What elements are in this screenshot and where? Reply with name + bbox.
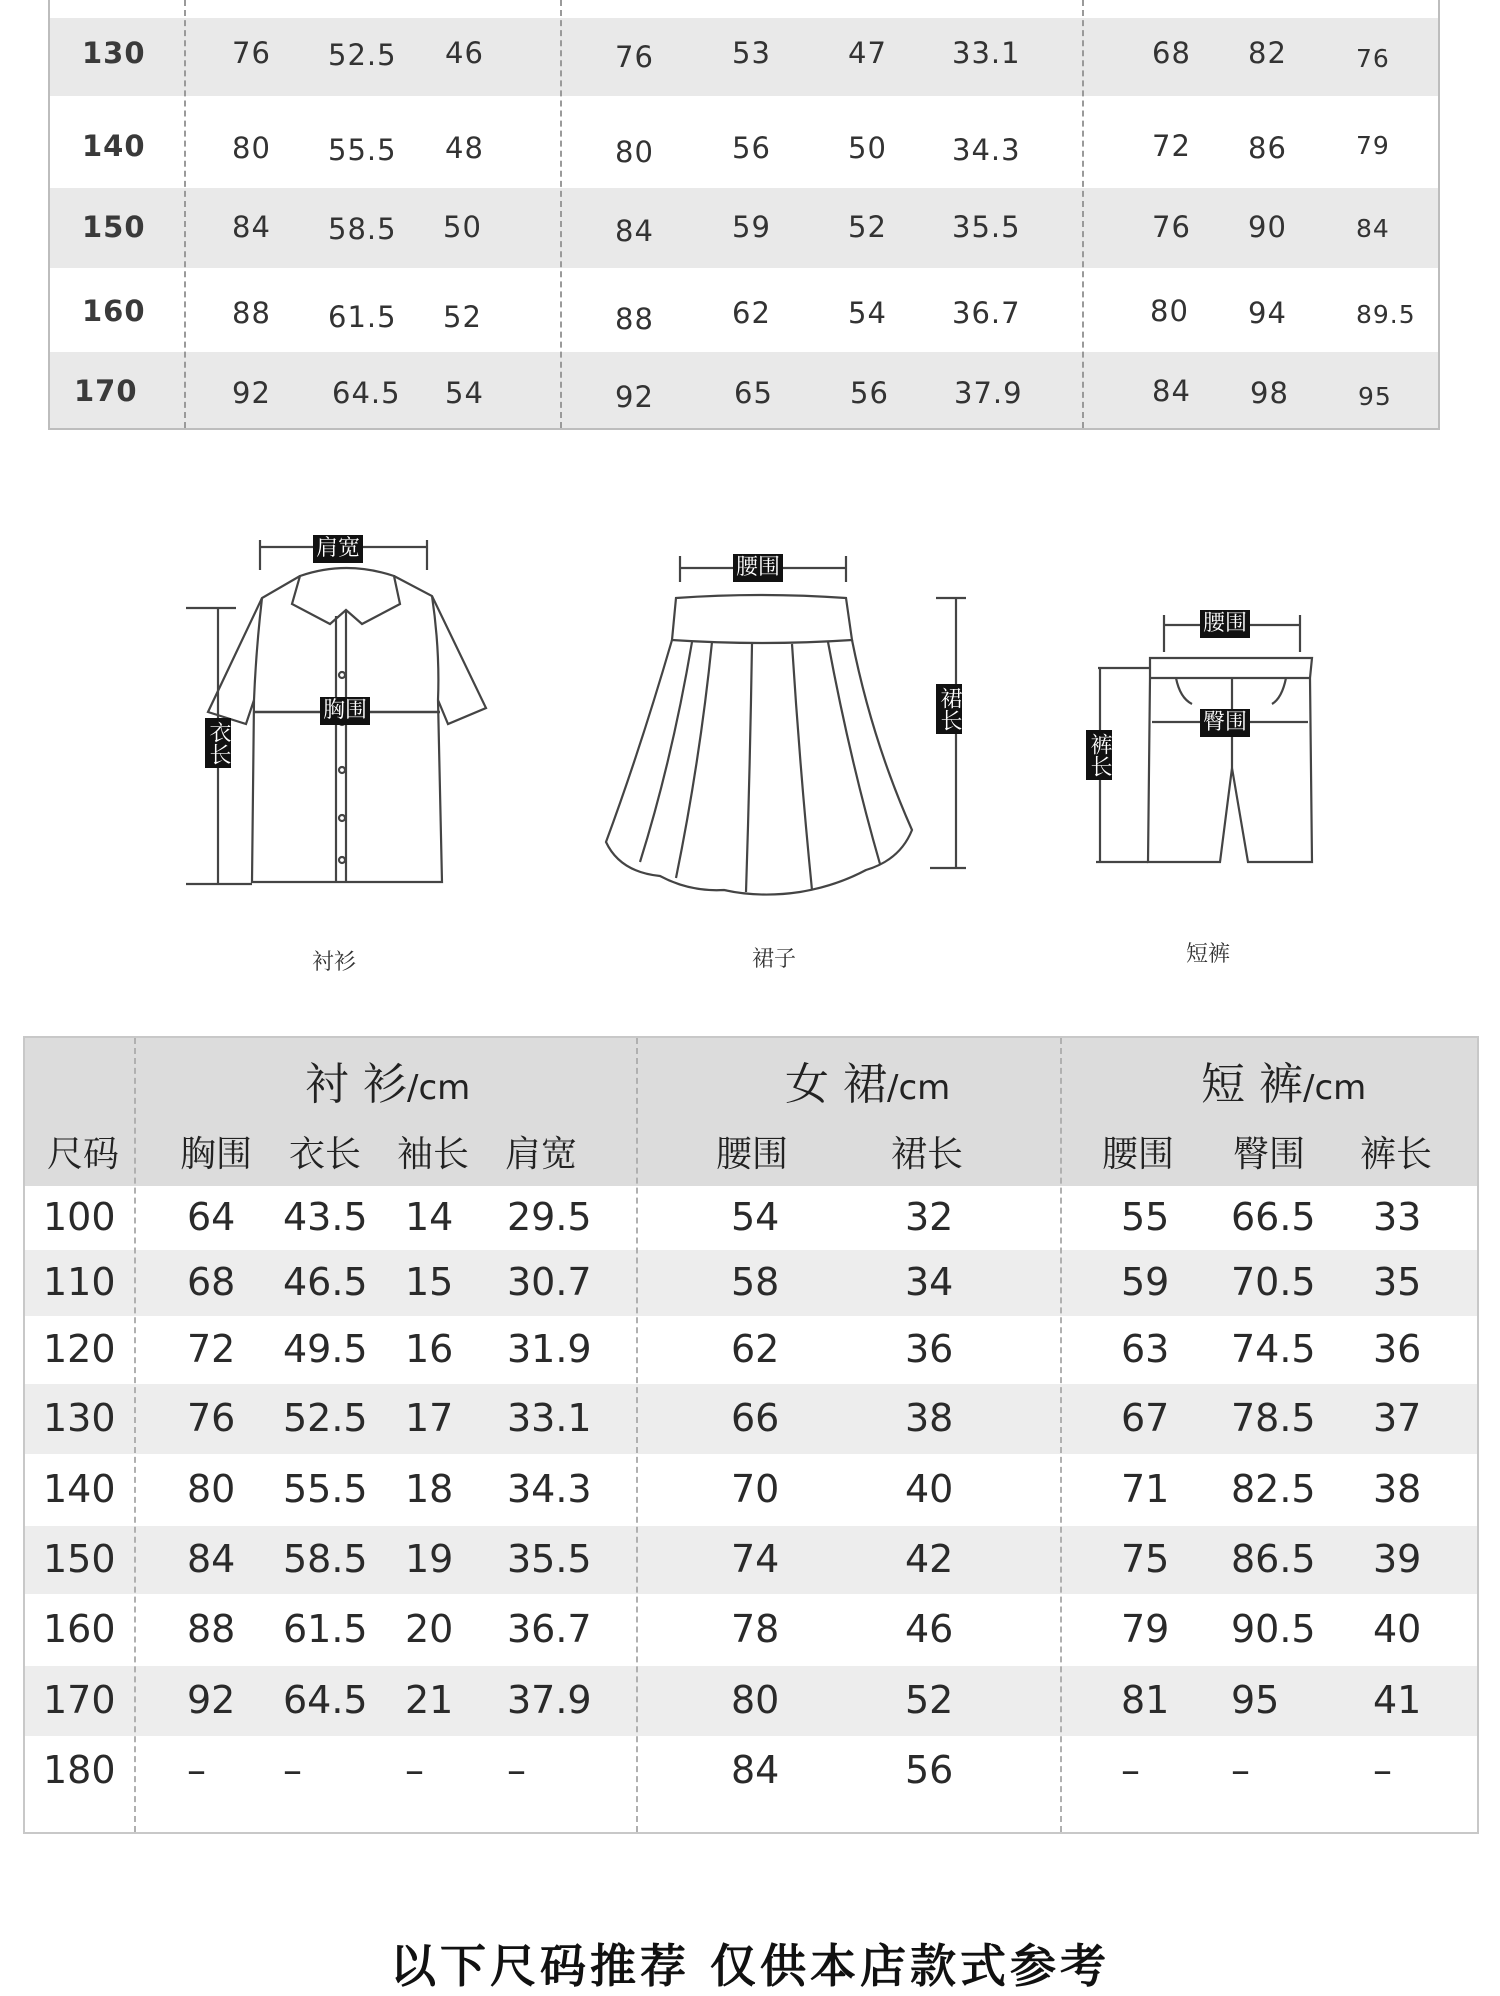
table-cell: 79 xyxy=(1356,131,1390,160)
size-cell: 130 xyxy=(43,1396,116,1440)
table-cell: 84 xyxy=(1152,374,1191,408)
table-cell: 52 xyxy=(443,300,482,334)
table-cell: 34.3 xyxy=(952,133,1021,167)
table-cell: 37.9 xyxy=(954,376,1023,410)
table-cell: 76 xyxy=(187,1396,236,1440)
header-chest: 胸围 xyxy=(180,1134,253,1175)
table-cell: 52 xyxy=(848,210,887,244)
table-group-header xyxy=(25,1038,1477,1112)
table-cell: 56 xyxy=(905,1748,954,1792)
header-sleeve-length: 袖长 xyxy=(397,1134,470,1175)
table-cell: 20 xyxy=(405,1607,454,1651)
table-cell: 66 xyxy=(731,1396,780,1440)
table-cell: 79 xyxy=(1121,1607,1170,1651)
table-cell: 64.5 xyxy=(332,376,401,410)
table-cell: 49.5 xyxy=(283,1327,368,1371)
table-cell: 94 xyxy=(1248,296,1287,330)
header-size: 尺码 xyxy=(47,1134,120,1175)
table-cell: 40 xyxy=(905,1467,954,1511)
table-cell: 54 xyxy=(445,376,484,410)
table-cell: – xyxy=(1231,1748,1250,1792)
table-cell: 92 xyxy=(187,1678,236,1722)
skirt-waist-tag: 腰围 xyxy=(733,554,783,582)
table-cell: 58 xyxy=(731,1260,780,1304)
table-cell: 50 xyxy=(443,210,482,244)
table-cell: 55.5 xyxy=(328,133,397,167)
table-cell: 80 xyxy=(232,131,271,165)
table-cell: 15 xyxy=(405,1260,454,1304)
table-cell: 70.5 xyxy=(1231,1260,1316,1304)
table-cell: 46 xyxy=(445,36,484,70)
table-cell: 88 xyxy=(615,302,654,336)
table-cell: 72 xyxy=(1152,129,1191,163)
table-cell: 17 xyxy=(405,1396,454,1440)
group-name: 女 裙 xyxy=(785,1059,887,1110)
table-cell: 42 xyxy=(905,1537,954,1581)
table-cell: 92 xyxy=(615,380,654,414)
table-row xyxy=(25,1186,1477,1250)
table-cell: 33.1 xyxy=(507,1396,592,1440)
table-cell: – xyxy=(405,1748,424,1792)
size-cell: 130 xyxy=(82,36,146,70)
shoulder-width-tag: 肩宽 xyxy=(313,535,363,563)
table-cell: 58.5 xyxy=(328,212,397,246)
header-shoulder-width: 肩宽 xyxy=(505,1134,578,1175)
skirt-caption: 裙子 xyxy=(752,947,797,972)
table-cell: 78.5 xyxy=(1231,1396,1316,1440)
table-cell: 38 xyxy=(905,1396,954,1440)
table-cell: 80 xyxy=(731,1678,780,1722)
table-cell: 72 xyxy=(187,1327,236,1371)
table-cell: 43.5 xyxy=(283,1195,368,1239)
table-cell: 80 xyxy=(1150,294,1189,328)
group-header-shorts xyxy=(1201,1048,1366,1112)
table-cell: 89.5 xyxy=(1356,300,1416,329)
skirt-drawing xyxy=(606,556,966,895)
header-skirt-length: 裙长 xyxy=(891,1134,964,1175)
table-cell: 71 xyxy=(1121,1467,1170,1511)
shorts-hip-tag: 臀围 xyxy=(1200,709,1250,737)
group-header-shirt xyxy=(305,1048,470,1112)
table-cell: – xyxy=(507,1748,526,1792)
table-cell: 95 xyxy=(1358,382,1392,411)
column-divider xyxy=(1060,1038,1062,1832)
column-divider xyxy=(184,0,186,428)
table-cell: 59 xyxy=(732,210,771,244)
size-cell: 100 xyxy=(43,1195,116,1239)
table-row xyxy=(25,1736,1477,1806)
table-cell: 81 xyxy=(1121,1678,1170,1722)
shorts-length-tag: 裤长 xyxy=(1086,730,1112,780)
table-cell: 84 xyxy=(1356,214,1390,243)
table-cell: 39 xyxy=(1373,1537,1422,1581)
table-row xyxy=(50,352,1438,430)
table-cell: 35.5 xyxy=(507,1537,592,1581)
table-cell: 36.7 xyxy=(952,296,1021,330)
size-cell: 150 xyxy=(82,210,146,244)
table-cell: – xyxy=(1373,1748,1392,1792)
table-cell: 95 xyxy=(1231,1678,1280,1722)
table-cell: 53 xyxy=(732,36,771,70)
table-cell: 74.5 xyxy=(1231,1327,1316,1371)
table-row xyxy=(25,1454,1477,1526)
table-row xyxy=(50,96,1438,188)
table-cell: 86 xyxy=(1248,131,1287,165)
table-cell: – xyxy=(283,1748,302,1792)
table-cell: 36.7 xyxy=(507,1607,592,1651)
header-shirt-length: 衣长 xyxy=(289,1134,362,1175)
size-cell: 140 xyxy=(82,129,146,163)
table-row xyxy=(25,1384,1477,1454)
group-unit: /cm xyxy=(407,1068,471,1108)
table-cell: 29.5 xyxy=(507,1195,592,1239)
column-divider xyxy=(1082,0,1084,428)
table-cell: 88 xyxy=(187,1607,236,1651)
table-cell: 65 xyxy=(734,376,773,410)
table-cell: 55.5 xyxy=(283,1467,368,1511)
column-divider xyxy=(636,1038,638,1832)
size-chart-table xyxy=(23,1036,1479,1834)
table-cell: 21 xyxy=(405,1678,454,1722)
shorts-caption: 短裤 xyxy=(1186,942,1231,967)
table-cell: 33 xyxy=(1373,1195,1422,1239)
table-cell: 88 xyxy=(232,296,271,330)
table-cell: 82.5 xyxy=(1231,1467,1316,1511)
size-cell: 160 xyxy=(43,1607,116,1651)
table-cell: 30.7 xyxy=(507,1260,592,1304)
table-cell: 36 xyxy=(905,1327,954,1371)
size-cell: 110 xyxy=(43,1260,116,1304)
table-cell: 31.9 xyxy=(507,1327,592,1371)
table-cell: 40 xyxy=(1373,1607,1422,1651)
size-cell: 120 xyxy=(43,1327,116,1371)
shorts-waist-tag: 腰围 xyxy=(1200,610,1250,638)
group-header-skirt xyxy=(785,1048,950,1112)
table-cell: 63 xyxy=(1121,1327,1170,1371)
shorts-drawing xyxy=(1096,615,1312,862)
table-cell: 56 xyxy=(850,376,889,410)
table-cell: 52.5 xyxy=(283,1396,368,1440)
table-cell: 41 xyxy=(1373,1678,1422,1722)
table-row xyxy=(50,268,1438,352)
table-cell: 68 xyxy=(1152,36,1191,70)
table-cell: 34.3 xyxy=(507,1467,592,1511)
table-cell: 14 xyxy=(405,1195,454,1239)
table-cell: 84 xyxy=(615,214,654,248)
table-cell: 75 xyxy=(1121,1537,1170,1581)
size-cell: 160 xyxy=(82,294,146,328)
column-divider xyxy=(134,1038,136,1832)
table-cell: 82 xyxy=(1248,36,1287,70)
table-column-header xyxy=(25,1112,1477,1186)
table-row xyxy=(25,1250,1477,1316)
table-cell: 64 xyxy=(187,1195,236,1239)
table-cell: 67 xyxy=(1121,1396,1170,1440)
garment-diagrams xyxy=(0,500,1500,1000)
table-cell: 66.5 xyxy=(1231,1195,1316,1239)
table-cell: 47 xyxy=(848,36,887,70)
table-cell: 90 xyxy=(1248,210,1287,244)
size-cell: 180 xyxy=(43,1748,116,1792)
table-cell: 35.5 xyxy=(952,210,1021,244)
table-row xyxy=(50,188,1438,268)
table-cell: 64.5 xyxy=(283,1678,368,1722)
size-cell: 140 xyxy=(43,1467,116,1511)
table-cell: 16 xyxy=(405,1327,454,1371)
table-cell: 38 xyxy=(1373,1467,1422,1511)
table-cell: – xyxy=(1121,1748,1140,1792)
header-shorts-waist: 腰围 xyxy=(1102,1134,1175,1175)
table-cell: 76 xyxy=(1356,44,1390,73)
header-skirt-waist: 腰围 xyxy=(716,1134,789,1175)
table-cell: 78 xyxy=(731,1607,780,1651)
table-cell: 62 xyxy=(732,296,771,330)
size-cell: 170 xyxy=(43,1678,116,1722)
recommendation-headline: 以下尺码推荐 仅供本店款式参考 xyxy=(389,1939,1110,1993)
table-cell: 76 xyxy=(1152,210,1191,244)
table-cell: 54 xyxy=(731,1195,780,1239)
table-row xyxy=(50,18,1438,96)
group-unit: /cm xyxy=(1303,1068,1367,1108)
table-row xyxy=(25,1316,1477,1384)
table-cell: 55 xyxy=(1121,1195,1170,1239)
shirt-length-tag: 衣长 xyxy=(205,718,231,768)
table-cell: 56 xyxy=(732,131,771,165)
table-cell: 92 xyxy=(232,376,271,410)
table-cell: 61.5 xyxy=(328,300,397,334)
table-row xyxy=(25,1666,1477,1736)
shirt-caption: 衬衫 xyxy=(312,950,357,975)
table-cell: 84 xyxy=(187,1537,236,1581)
table-cell: 76 xyxy=(615,40,654,74)
table-cell: 76 xyxy=(232,36,271,70)
top-size-table xyxy=(48,0,1440,430)
table-cell: 36 xyxy=(1373,1327,1422,1371)
table-cell: 90.5 xyxy=(1231,1607,1316,1651)
table-cell: 52 xyxy=(905,1678,954,1722)
table-cell: 68 xyxy=(187,1260,236,1304)
table-cell: 52.5 xyxy=(328,38,397,72)
table-cell: 50 xyxy=(848,131,887,165)
table-cell: 48 xyxy=(445,131,484,165)
table-cell: 74 xyxy=(731,1537,780,1581)
header-shorts-length: 裤长 xyxy=(1360,1134,1433,1175)
chest-tag: 胸围 xyxy=(320,697,370,725)
group-unit: /cm xyxy=(887,1068,951,1108)
table-cell: 84 xyxy=(232,210,271,244)
size-cell: 150 xyxy=(43,1537,116,1581)
table-cell: 61.5 xyxy=(283,1607,368,1651)
table-cell: 54 xyxy=(848,296,887,330)
table-cell: 59 xyxy=(1121,1260,1170,1304)
group-name: 衬 衫 xyxy=(305,1059,407,1110)
table-cell: 18 xyxy=(405,1467,454,1511)
table-cell: 33.1 xyxy=(952,36,1021,70)
table-cell: 58.5 xyxy=(283,1537,368,1581)
table-cell: – xyxy=(187,1748,206,1792)
table-cell: 34 xyxy=(905,1260,954,1304)
table-cell: 80 xyxy=(187,1467,236,1511)
table-cell: 46.5 xyxy=(283,1260,368,1304)
table-cell: 37.9 xyxy=(507,1678,592,1722)
table-cell: 46 xyxy=(905,1607,954,1651)
table-row xyxy=(25,1594,1477,1666)
group-name: 短 裤 xyxy=(1201,1059,1303,1110)
table-cell: 35 xyxy=(1373,1260,1422,1304)
table-cell: 86.5 xyxy=(1231,1537,1316,1581)
table-row xyxy=(25,1526,1477,1594)
table-cell: 62 xyxy=(731,1327,780,1371)
table-cell: 32 xyxy=(905,1195,954,1239)
table-cell: 19 xyxy=(405,1537,454,1581)
table-cell: 84 xyxy=(731,1748,780,1792)
table-cell: 98 xyxy=(1250,376,1289,410)
table-cell: 70 xyxy=(731,1467,780,1511)
column-divider xyxy=(560,0,562,428)
table-cell: 37 xyxy=(1373,1396,1422,1440)
size-cell: 170 xyxy=(74,374,138,408)
header-hip: 臀围 xyxy=(1233,1134,1306,1175)
skirt-length-tag: 裙长 xyxy=(936,684,962,734)
table-cell: 80 xyxy=(615,135,654,169)
